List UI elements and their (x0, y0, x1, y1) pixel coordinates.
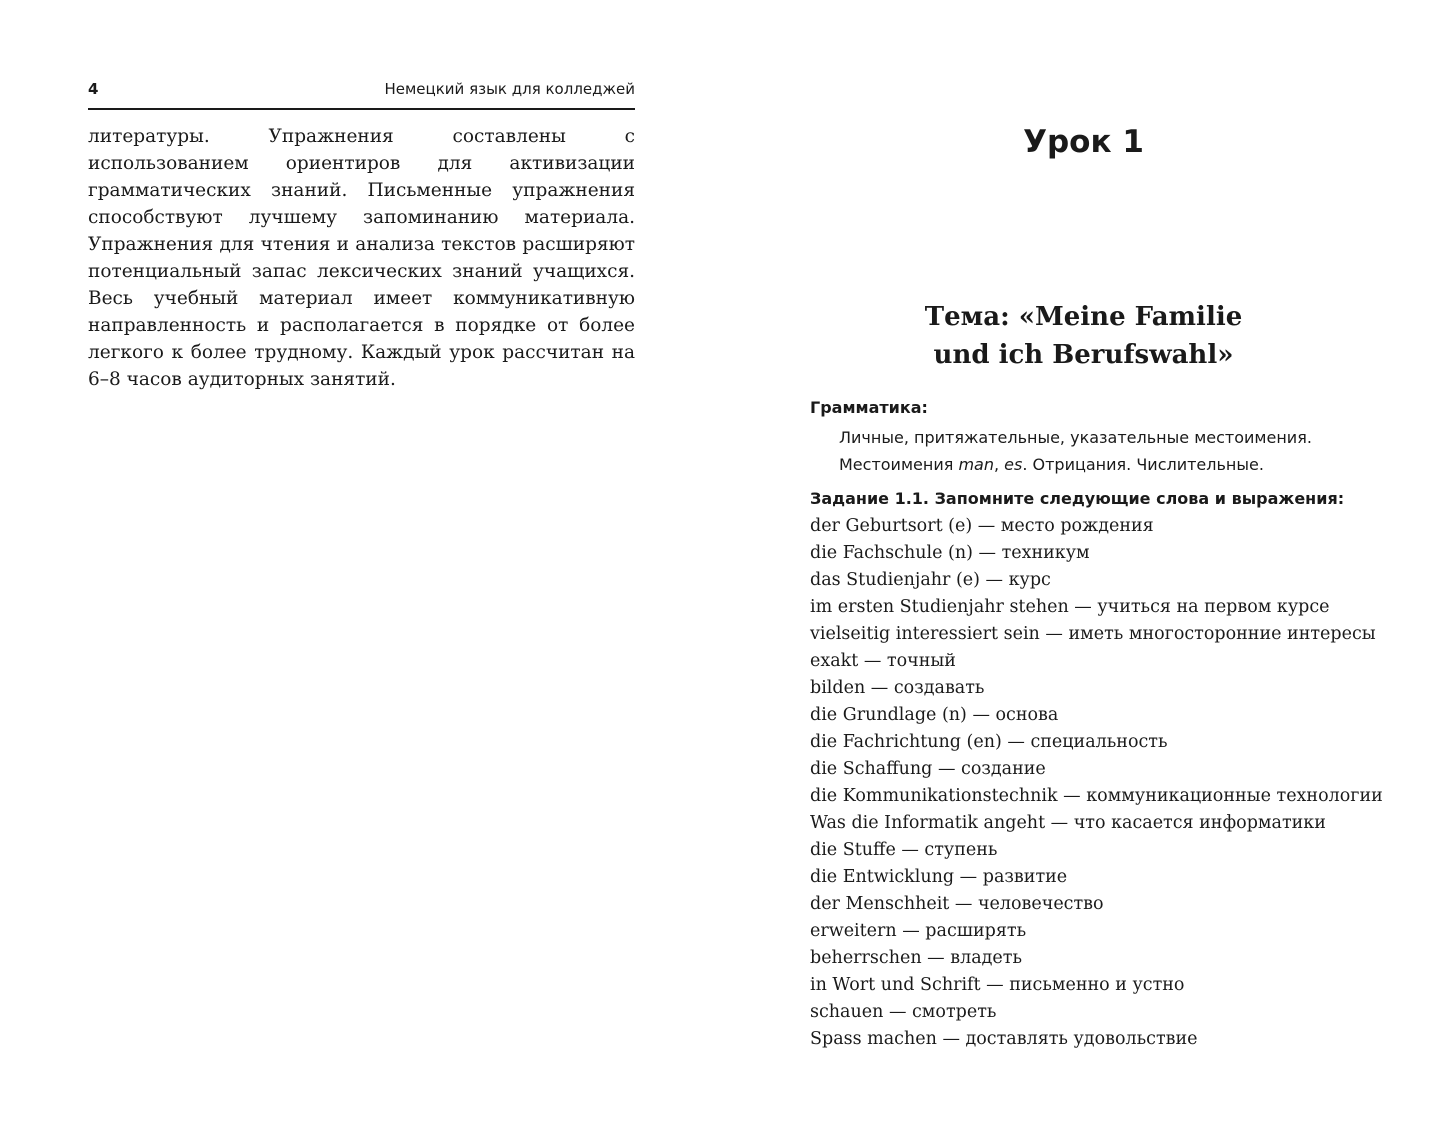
task-heading: Задание 1.1. Запомните следующие слова и выражения: (810, 489, 1345, 508)
grammar-comma: , (993, 455, 1005, 474)
vocab-item: die Grundlage (n) — основа (810, 705, 1059, 725)
vocab-item: vielseitig interessiert sein — иметь многосторонние интересы (810, 624, 1376, 644)
vocab-item: die Kommunikationstechnik — коммуникационные технологии (810, 786, 1383, 806)
left-page (0, 0, 722, 1129)
body-paragraph: литературы. Упражнения составлены с использованием ориентиров для активизации грамматических знаний. Письменные упражнения способствуют лучшему запоминанию материала. Упражнения для чтения и анализа текстов расширяют потенциальный запас лексических знаний учащихся. Весь учебный материал имеет коммуникативную направленность и располагается в порядке от более легкого к более трудному. Каждый урок рассчитан на 6–8 часов аудиторных занятий. (88, 126, 635, 390)
vocab-item: exakt — точный (810, 651, 956, 671)
grammar-line-1: Личные, притяжательные, указательные местоимения. (839, 428, 1312, 447)
topic-title (722, 298, 1445, 374)
grammar-term-es: es (1004, 455, 1023, 474)
vocab-item: schauen — смотреть (810, 1002, 997, 1022)
vocab-item: beherrschen — владеть (810, 948, 1022, 968)
vocabulary-list (810, 513, 1420, 1053)
vocab-item: in Wort und Schrift — письменно и устно (810, 975, 1185, 995)
topic-line-1: Тема: «Meine Familie (924, 302, 1243, 332)
vocab-item: die Stuffe — ступень (810, 840, 998, 860)
grammar-line-2 (839, 451, 1399, 478)
grammar-line-2-prefix: Местоимения (839, 455, 959, 474)
vocab-item: Was die Informatik angeht — что касается информатики (810, 813, 1326, 833)
vocab-item: die Schaffung — создание (810, 759, 1046, 779)
grammar-body (839, 424, 1399, 478)
vocab-item: die Entwicklung — развитие (810, 867, 1068, 887)
vocab-item: bilden — создавать (810, 678, 985, 698)
vocab-item: im ersten Studienjahr stehen — учиться на первом курсе (810, 597, 1330, 617)
running-head (88, 78, 635, 110)
vocab-item: erweitern — расширять (810, 921, 1027, 941)
grammar-heading: Грамматика: (810, 398, 928, 417)
grammar-term-man: man (958, 455, 994, 474)
lesson-title: Урок 1 (1023, 124, 1144, 160)
vocab-item: das Studienjahr (e) — курс (810, 570, 1051, 590)
running-title: Немецкий язык для колледжей (384, 80, 635, 98)
vocab-item: die Fachschule (n) — техникум (810, 543, 1090, 563)
vocab-item: die Fachrichtung (en) — специальность (810, 732, 1168, 752)
vocab-item: der Menschheit — человечество (810, 894, 1104, 914)
right-page (722, 0, 1445, 1129)
grammar-line-2-suffix: . Отрицания. Числительные. (1022, 455, 1264, 474)
topic-line-2: und ich Berufswahl» (933, 340, 1234, 370)
vocab-item: Spass machen — доставлять удовольствие (810, 1029, 1198, 1049)
vocab-item: der Geburtsort (e) — место рождения (810, 516, 1154, 536)
page-number: 4 (88, 80, 99, 98)
